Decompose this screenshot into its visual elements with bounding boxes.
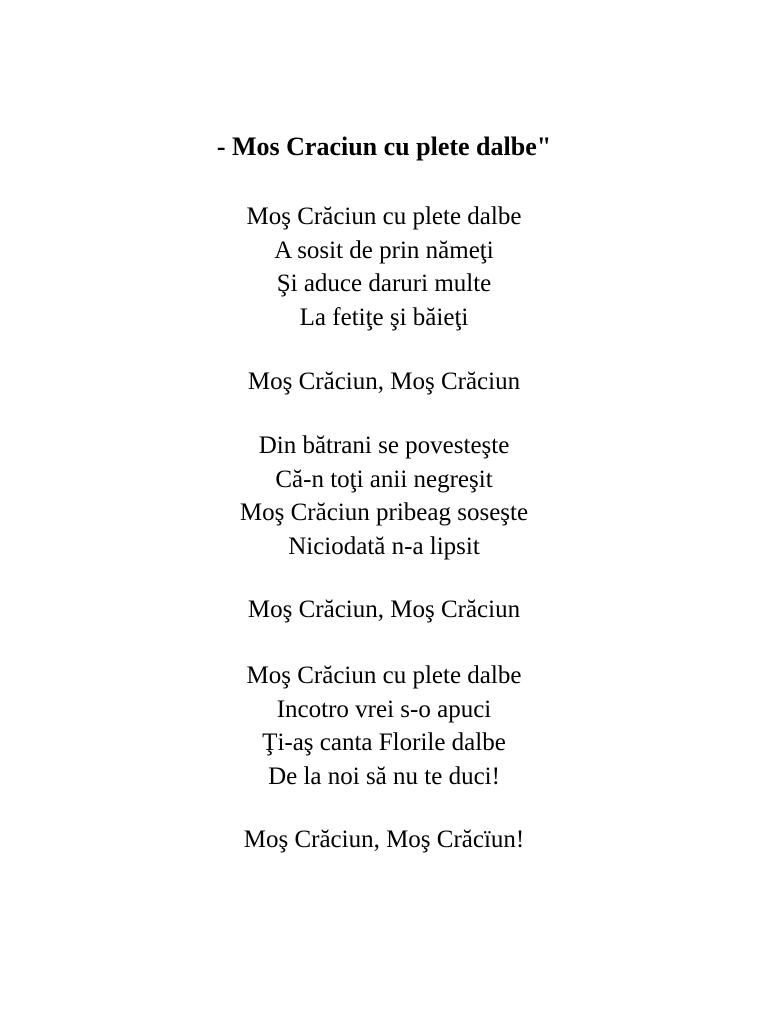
refrain-line: Moş Crăciun, Moş Crăcïun!	[243, 826, 525, 853]
verse-line: La fetiţe şi băieţi	[299, 303, 469, 331]
refrain-2	[0, 593, 768, 627]
verse-line: Din bătrani se povesteşte	[258, 432, 510, 459]
refrain-1	[0, 365, 768, 399]
verse-line: Incotro vrei s-o apuci	[276, 695, 492, 723]
verse-line: Că-n toţi anii negreşit	[275, 465, 493, 493]
verse-line: Şi aduce daruri multe	[276, 270, 492, 297]
verse-line: A sosit de prin nămeţi	[274, 236, 494, 264]
refrain-line: Moş Crăciun, Moş Crăciun	[247, 596, 521, 623]
verse-2	[0, 429, 768, 563]
verse-line: Moş Crăciun cu plete dalbe	[246, 203, 522, 230]
refrain-line: Moş Crăciun, Moş Crăciun	[247, 368, 521, 395]
verse-line: Moş Crăciun pribeag soseşte	[239, 499, 529, 526]
verse-3	[0, 659, 768, 793]
verse-line: De la noi să nu te duci!	[268, 762, 500, 790]
verse-line: Moş Crăciun cu plete dalbe	[246, 662, 522, 689]
verse-1	[0, 200, 768, 334]
poem-title: - Mos Craciun cu plete dalbe"	[216, 132, 552, 161]
refrain-3	[0, 823, 768, 857]
verse-line: Niciodată n-a lipsit	[288, 532, 480, 560]
verse-line: Ţi-aş canta Florile dalbe	[262, 729, 506, 756]
